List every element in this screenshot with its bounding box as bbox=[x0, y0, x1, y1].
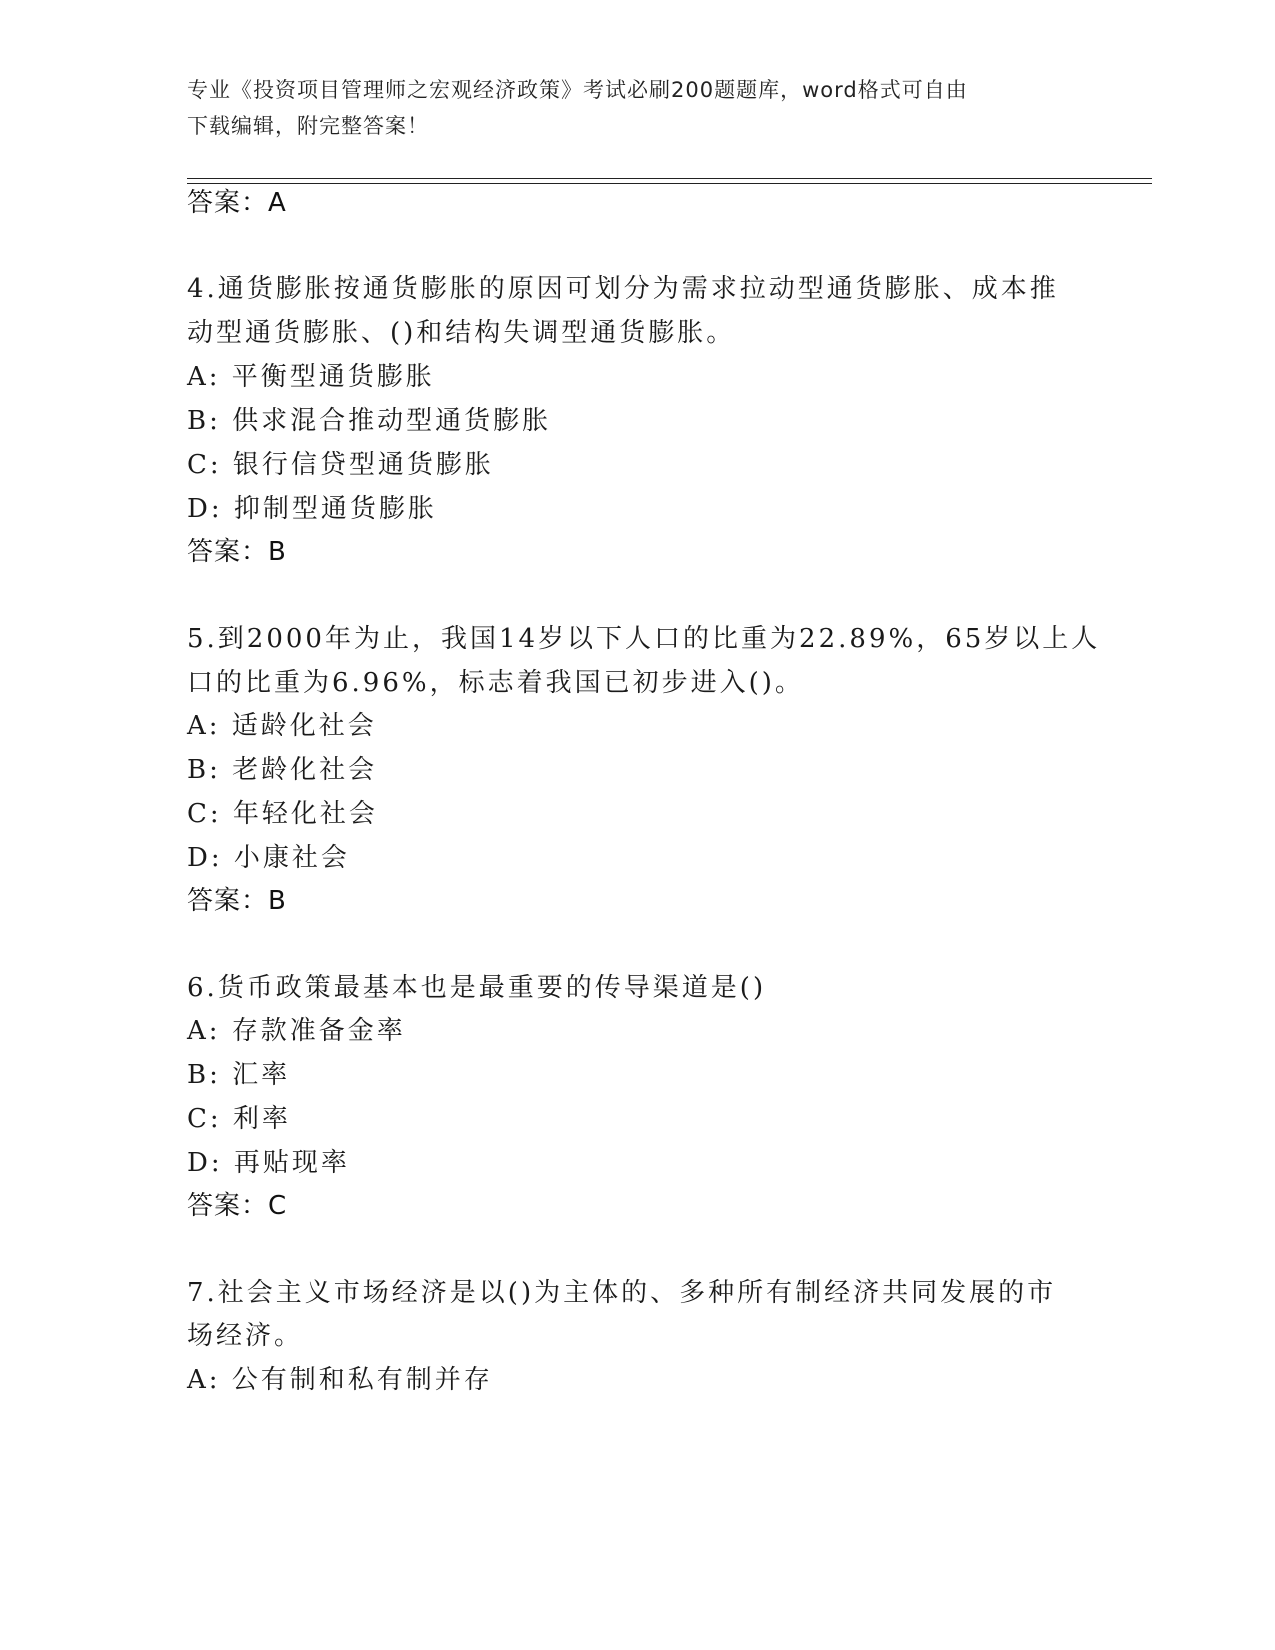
question-5-text-line-1: 5.到2000年为止，我国14岁以下人口的比重为22.89%，65岁以上人 bbox=[187, 624, 1101, 654]
header-line-2: 下载编辑，附完整答案！ bbox=[187, 114, 429, 138]
question-4-answer: 答案：B bbox=[187, 537, 287, 567]
question-4-text-line-1: 4.通货膨胀按通货膨胀的原因可划分为需求拉动型通货膨胀、成本推 bbox=[187, 274, 1059, 304]
question-5-option-a: A: 适龄化社会 bbox=[187, 711, 377, 741]
question-5-option-d: D: 小康社会 bbox=[187, 843, 350, 873]
question-5-option-b: B: 老龄化社会 bbox=[187, 755, 378, 785]
question-6-option-d: D: 再贴现率 bbox=[187, 1148, 350, 1178]
question-7-option-a: A: 公有制和私有制并存 bbox=[187, 1365, 493, 1395]
answer-previous: 答案：A bbox=[187, 188, 287, 218]
question-5-option-c: C: 年轻化社会 bbox=[187, 799, 378, 829]
question-4-option-c: C: 银行信贷型通货膨胀 bbox=[187, 450, 494, 480]
question-4-option-b: B: 供求混合推动型通货膨胀 bbox=[187, 406, 552, 436]
header-divider-bottom bbox=[187, 183, 1152, 184]
question-4-option-a: A: 平衡型通货膨胀 bbox=[187, 362, 435, 392]
question-4-text-line-2: 动型通货膨胀、()和结构失调型通货膨胀。 bbox=[187, 318, 736, 348]
header-line-1: 专业《投资项目管理师之宏观经济政策》考试必刷200题题库，word格式可自由 bbox=[187, 78, 968, 102]
question-6-option-b: B: 汇率 bbox=[187, 1060, 291, 1090]
header-divider-top bbox=[187, 178, 1152, 179]
question-7-text-line-2: 场经济。 bbox=[187, 1321, 304, 1351]
document-header bbox=[187, 72, 1087, 144]
question-7-text-line-1: 7.社会主义市场经济是以()为主体的、多种所有制经济共同发展的市 bbox=[187, 1278, 1057, 1308]
question-4-option-d: D: 抑制型通货膨胀 bbox=[187, 494, 437, 524]
question-6-option-c: C: 利率 bbox=[187, 1104, 291, 1134]
question-6-text-line-1: 6.货币政策最基本也是最重要的传导渠道是() bbox=[187, 973, 767, 1003]
question-5-answer: 答案：B bbox=[187, 886, 287, 916]
question-5-text-line-2: 口的比重为6.96%，标志着我国已初步进入()。 bbox=[187, 668, 804, 698]
question-6-answer: 答案：C bbox=[187, 1191, 288, 1221]
question-6-option-a: A: 存款准备金率 bbox=[187, 1016, 406, 1046]
